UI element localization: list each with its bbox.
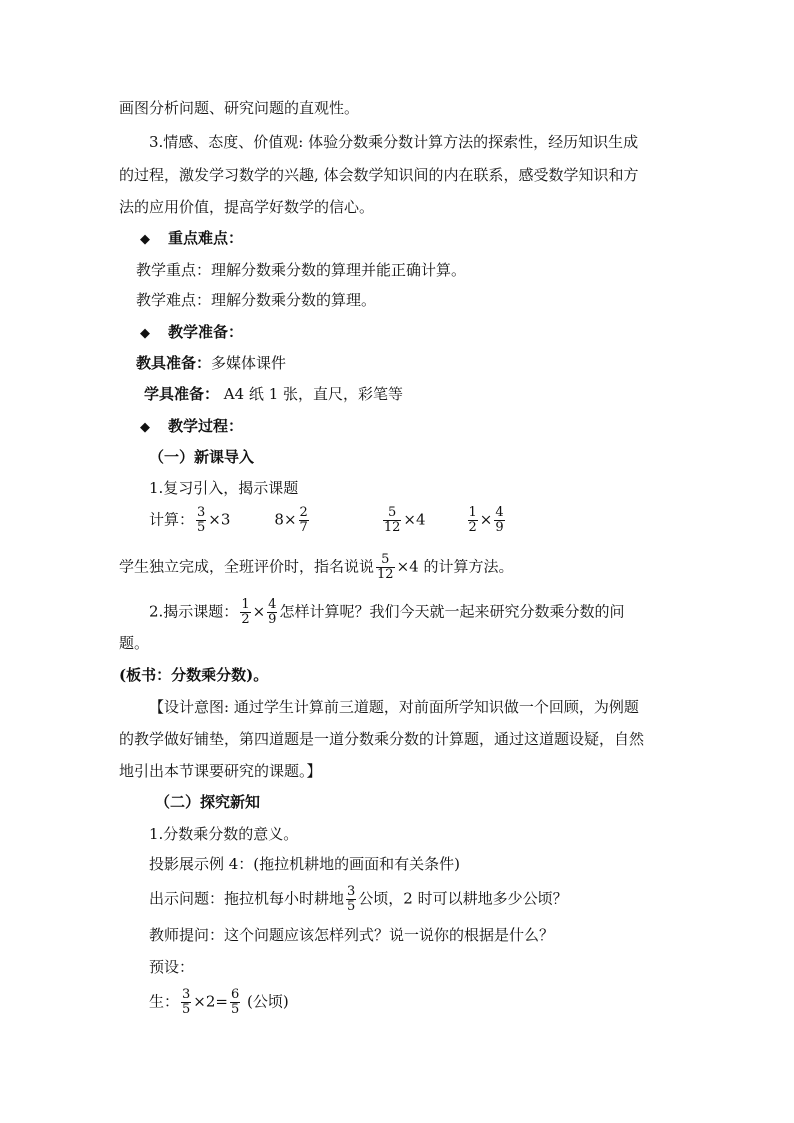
heading-text: 教学准备： (168, 323, 244, 341)
board-note: (板书：分数乘分数)。 (119, 666, 269, 684)
fraction: $\frac{3}{5}$ (347, 884, 356, 914)
eval-line (119, 553, 513, 582)
reveal-op: × (252, 602, 266, 621)
design-intent: 的教学做好铺垫，第四道题是一道分数乘分数的计算题，通过这道题设疑，自然 (119, 730, 645, 748)
preset-label: 预设： (149, 958, 195, 976)
eval-post: ×4 的计算方法。 (396, 557, 514, 576)
fraction: $\frac{5}{12}$ (383, 505, 401, 535)
fraction: $\frac{5}{12}$ (377, 552, 394, 582)
projection: 投影展示例 4：(拖拉机耕地的画面和有关条件) (149, 855, 461, 873)
diamond-bullet-icon: ◆ (140, 420, 150, 435)
section-heading-process (140, 416, 243, 438)
teacher-question: 教师提问：这个问题应该怎样列式？说一说你的根据是什么？ (149, 926, 555, 944)
reveal-line (149, 598, 624, 627)
fraction: $\frac{1}{2}$ (241, 597, 250, 627)
fraction: $\frac{1}{2}$ (468, 505, 477, 535)
subsection-1: （一）新课导入 (149, 448, 255, 466)
expr-head: 8× (274, 510, 297, 529)
question-pre: 出示问题：拖拉机每小时耕地 (149, 889, 345, 908)
key-focus: 教学重点：理解分数乘分数的算理并能正确计算。 (136, 261, 467, 279)
prep-student-value: A4 纸 1 张，直尺，彩笔等 (219, 385, 404, 403)
section-heading-key (140, 228, 243, 250)
key-difficulty: 教学难点：理解分数乘分数的算理。 (136, 291, 377, 309)
fraction: $\frac{2}{7}$ (299, 505, 308, 535)
prep-teacher-label: 教具准备： (136, 354, 212, 372)
fraction: $\frac{4}{9}$ (495, 505, 504, 535)
answer-unit: (公顷) (242, 992, 289, 1011)
paragraph-line: 3.情感、态度、价值观: 体验分数乘分数计算方法的探索性，经历知识生成 (149, 133, 639, 151)
calc-label: 计算： (149, 510, 195, 529)
paragraph-line: 画图分析问题、研究问题的直观性。 (119, 99, 360, 117)
prep-teacher-value: 多媒体课件 (211, 354, 287, 372)
answer-mid: ×2= (193, 992, 228, 1011)
prep-student (144, 384, 403, 404)
reveal-pre: 2.揭示课题： (149, 602, 239, 621)
subsection-2: （二）探究新知 (155, 793, 261, 811)
meaning-title: 1.分数乘分数的意义。 (149, 825, 299, 843)
diamond-bullet-icon: ◆ (140, 326, 150, 341)
prep-teacher (136, 353, 286, 373)
design-intent: 【设计意图: 通过学生计算前三道题，对前面所学知识做一个回顾，为例题 (149, 698, 639, 716)
student-label: 生： (149, 992, 180, 1011)
expr-tail: ×3 (208, 510, 231, 529)
calc-row (149, 506, 507, 535)
heading-text: 重点难点： (168, 229, 244, 247)
fraction: $\frac{6}{5}$ (230, 987, 240, 1017)
fraction: $\frac{3}{5}$ (182, 987, 191, 1017)
reveal-post: 怎样计算呢？我们今天就一起来研究分数乘分数的问 (279, 602, 625, 621)
eval-pre: 学生独立完成，全班评价时，指名说说 (119, 557, 375, 576)
diamond-bullet-icon: ◆ (140, 232, 150, 247)
fraction: $\frac{3}{5}$ (197, 505, 206, 535)
paragraph-line: 法的应用价值，提高学好数学的信心。 (119, 198, 375, 216)
design-intent: 地引出本节课要研究的课题。】 (119, 762, 322, 780)
step-1: 1.复习引入，揭示课题 (149, 479, 299, 497)
fraction: $\frac{4}{9}$ (268, 597, 277, 627)
reveal-continuation: 题。 (119, 634, 150, 652)
section-heading-prep (140, 322, 243, 344)
question-post: 公顷，2 时可以耕地多少公顷？ (358, 889, 568, 908)
expr-op: × (479, 510, 493, 529)
student-answer (149, 988, 289, 1017)
question-line (149, 885, 568, 914)
expr-tail: ×4 (403, 510, 426, 529)
prep-student-label: 学具准备： (144, 385, 220, 403)
heading-text: 教学过程： (168, 417, 244, 435)
paragraph-line: 的过程，激发学习数学的兴趣, 体会数学知识间的内在联系，感受数学知识和方 (119, 166, 639, 184)
